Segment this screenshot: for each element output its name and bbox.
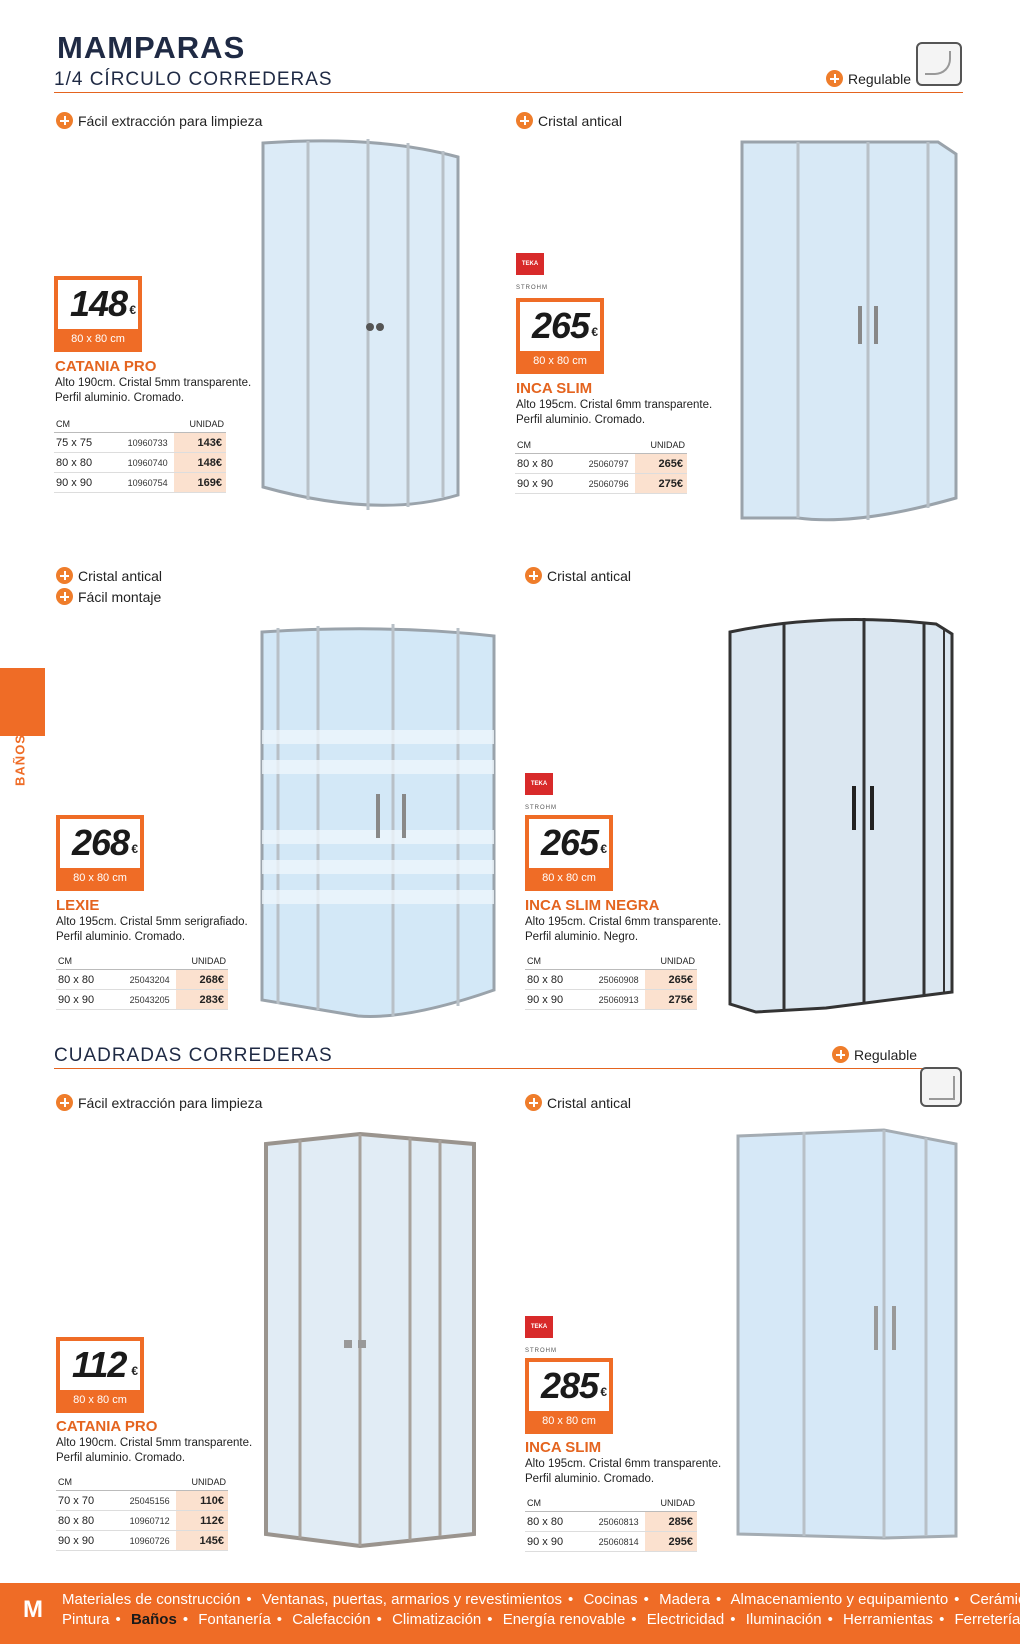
product-name: INCA SLIM NEGRA <box>525 897 660 914</box>
section-tab <box>0 668 45 736</box>
feature-item <box>56 588 162 605</box>
currency: € <box>591 325 598 339</box>
feature-text: Fácil extracción para limpieza <box>78 1094 263 1111</box>
table-row: 80 x 80 25060908 265€ <box>525 970 697 990</box>
table-row: 90 x 90 10960754 169€ <box>54 473 226 493</box>
desc-line: Perfil aluminio. Cromado. <box>516 414 646 426</box>
table-row: 80 x 80 25060813 285€ <box>525 1512 697 1532</box>
product-name: INCA SLIM <box>525 1439 602 1456</box>
feature-text: Cristal antical <box>547 567 632 584</box>
category-link[interactable]: Madera <box>659 1591 710 1608</box>
feature-list <box>525 1094 631 1111</box>
size-price-table <box>54 417 226 493</box>
table-row: 80 x 80 10960740 148€ <box>54 453 226 473</box>
feature-list <box>56 1094 262 1111</box>
product-name: LEXIE <box>56 897 100 914</box>
category-link[interactable]: Materiales de construcción <box>62 1591 241 1608</box>
product-description <box>56 915 256 945</box>
size-price-table <box>515 438 687 494</box>
feature-list <box>516 112 622 129</box>
table-row: 75 x 75 10960733 143€ <box>54 433 226 453</box>
plus-icon <box>525 1094 542 1111</box>
section-title-quarter-circle: 1/4 CÍRCULO CORREDERAS <box>54 69 333 90</box>
category-link[interactable]: Herramientas <box>843 1611 934 1628</box>
plus-icon <box>516 112 533 129</box>
category-link[interactable]: Calefacción <box>292 1611 371 1628</box>
price-value: 285 <box>541 1365 599 1406</box>
category-link[interactable]: Iluminación <box>745 1611 822 1628</box>
table-row: 90 x 90 25060796 275€ <box>515 474 687 494</box>
size-price-table <box>56 954 228 1010</box>
plus-icon <box>56 1094 73 1111</box>
desc-line: Alto 195cm. Cristal 5mm serigrafiado. <box>56 916 248 928</box>
plus-icon <box>525 567 542 584</box>
desc-line: Perfil aluminio. Cromado. <box>56 931 186 943</box>
feature-text: Fácil montaje <box>78 588 162 605</box>
price-size: 80 x 80 cm <box>542 872 596 884</box>
col-header-unit: UNIDAD <box>645 954 697 970</box>
product-name: CATANIA PRO <box>55 358 157 375</box>
price-value: 265 <box>541 822 599 863</box>
price-tag <box>516 298 604 374</box>
col-header-cm: CM <box>56 954 110 970</box>
category-link[interactable]: Ferretería <box>954 1611 1021 1628</box>
currency: € <box>131 842 138 856</box>
feature-list <box>525 567 631 584</box>
price-size: 80 x 80 cm <box>73 1394 127 1406</box>
plus-icon <box>56 567 73 584</box>
teka-logo: TEKA <box>525 773 553 795</box>
feature-item <box>525 1094 631 1111</box>
strohm-logo: STROHM <box>525 1348 557 1354</box>
page-title: MAMPARAS <box>57 30 246 65</box>
price-tag <box>525 815 613 891</box>
size-price-table <box>56 1475 228 1551</box>
desc-line: Perfil aluminio. Cromado. <box>525 1473 655 1485</box>
regulable-label: Regulable <box>848 70 912 87</box>
size-price-table <box>525 954 697 1010</box>
product-description <box>516 398 716 428</box>
category-link[interactable]: Almacenamiento y equipamiento <box>730 1591 949 1608</box>
footer-categories-line-1: Materiales de construcción • Ventanas, puertas, armarios y revestimientos • Cocinas • Madera • Almacenamiento y equipamiento • Cerámica <box>62 1591 1034 1608</box>
feature-list <box>56 567 162 605</box>
feature-text: Fácil extracción para limpieza <box>78 112 263 129</box>
brand-logo: M <box>23 1596 43 1623</box>
shower-enclosure-image <box>734 1126 960 1540</box>
table-row: 90 x 90 25060913 275€ <box>525 990 697 1010</box>
desc-line: Alto 195cm. Cristal 6mm transparente. <box>525 1458 722 1470</box>
price-value: 268 <box>72 822 130 863</box>
footer-categories-line-2: Pintura • Baños • Fontanería • Calefacción • Climatización • Energía renovable • Electricidad • Iluminación • Herramientas • Ferretería <box>62 1611 1021 1628</box>
feature-text: Cristal antical <box>538 112 623 129</box>
section2-divider <box>54 1068 959 1069</box>
table-row: 70 x 70 25045156 110€ <box>56 1491 228 1511</box>
feature-text: Cristal antical <box>78 567 163 584</box>
category-link[interactable]: Climatización <box>392 1611 482 1628</box>
product-description <box>56 1436 256 1466</box>
col-header-unit: UNIDAD <box>176 1475 228 1491</box>
col-header-cm: CM <box>525 954 579 970</box>
price-tag <box>525 1358 613 1434</box>
shower-enclosure-image <box>258 620 498 1020</box>
teka-logo: TEKA <box>525 1316 553 1338</box>
feature-list <box>56 112 262 129</box>
price-value: 148 <box>70 283 128 324</box>
plus-icon <box>56 588 73 605</box>
feature-item <box>516 112 622 129</box>
feature-item <box>56 112 262 129</box>
category-link[interactable]: Pintura <box>62 1611 110 1628</box>
category-link-current[interactable]: Baños <box>130 1611 177 1628</box>
teka-logo: TEKA <box>516 253 544 275</box>
price-value: 112 <box>72 1344 127 1385</box>
category-link[interactable]: Cerámica <box>969 1591 1034 1608</box>
size-price-table <box>525 1496 697 1552</box>
price-tag <box>54 276 142 352</box>
currency: € <box>131 1364 138 1378</box>
col-header-cm: CM <box>54 417 108 433</box>
table-row: 90 x 90 10960726 145€ <box>56 1531 228 1551</box>
col-header-cm: CM <box>56 1475 110 1491</box>
category-link[interactable]: Cocinas <box>583 1591 638 1608</box>
col-header-cm: CM <box>525 1496 579 1512</box>
section-title-square: CUADRADAS CORREDERAS <box>54 1045 333 1066</box>
price-size: 80 x 80 cm <box>73 872 127 884</box>
col-header-unit: UNIDAD <box>635 438 687 454</box>
plus-icon <box>826 70 843 87</box>
category-link[interactable]: Energía renovable <box>502 1611 626 1628</box>
price-value: 265 <box>532 305 590 346</box>
price-tag <box>56 1337 144 1413</box>
col-header-cm: CM <box>515 438 569 454</box>
price-tag <box>56 815 144 891</box>
feature-text: Cristal antical <box>547 1094 632 1111</box>
table-row: 90 x 90 25060814 295€ <box>525 1532 697 1552</box>
section-side-label: BAÑOS <box>12 734 28 786</box>
product-name: INCA SLIM <box>516 380 593 397</box>
desc-line: Alto 195cm. Cristal 6mm transparente. <box>516 399 713 411</box>
price-size: 80 x 80 cm <box>533 355 587 367</box>
desc-line: Perfil aluminio. Cromado. <box>55 392 185 404</box>
col-header-unit: UNIDAD <box>176 954 228 970</box>
feature-item <box>56 567 162 584</box>
shower-enclosure-image <box>726 612 954 1014</box>
price-size: 80 x 80 cm <box>542 1415 596 1427</box>
desc-line: Alto 195cm. Cristal 6mm transparente. <box>525 916 722 928</box>
product-description <box>55 376 255 406</box>
col-header-unit: UNIDAD <box>645 1496 697 1512</box>
shower-enclosure-image <box>260 1130 478 1550</box>
strohm-logo: STROHM <box>525 805 557 811</box>
category-link[interactable]: Ventanas, puertas, armarios y revestimientos <box>261 1591 562 1608</box>
desc-line: Alto 190cm. Cristal 5mm transparente. <box>55 377 252 389</box>
currency: € <box>600 842 607 856</box>
currency: € <box>600 1385 607 1399</box>
table-row: 80 x 80 25060797 265€ <box>515 454 687 474</box>
price-size: 80 x 80 cm <box>71 333 125 345</box>
product-name: CATANIA PRO <box>56 1418 158 1435</box>
category-link[interactable]: Fontanería <box>198 1611 271 1628</box>
currency: € <box>129 303 136 317</box>
feature-item <box>525 567 631 584</box>
plus-icon <box>832 1046 849 1063</box>
product-description <box>525 915 725 945</box>
desc-line: Alto 190cm. Cristal 5mm transparente. <box>56 1437 253 1449</box>
table-row: 90 x 90 25043205 283€ <box>56 990 228 1010</box>
category-link[interactable]: Electricidad <box>646 1611 725 1628</box>
regulable-label: Regulable <box>854 1046 918 1063</box>
feature-item <box>56 1094 262 1111</box>
desc-line: Perfil aluminio. Negro. <box>525 931 639 943</box>
desc-line: Perfil aluminio. Cromado. <box>56 1452 186 1464</box>
strohm-logo: STROHM <box>516 285 548 291</box>
plus-icon <box>56 112 73 129</box>
table-row: 80 x 80 25043204 268€ <box>56 970 228 990</box>
col-header-unit: UNIDAD <box>174 417 226 433</box>
shower-enclosure-image <box>738 134 958 522</box>
regulable-badge-2 <box>832 1046 917 1063</box>
table-row: 80 x 80 10960712 112€ <box>56 1511 228 1531</box>
square-shape-icon <box>920 1067 962 1107</box>
product-description <box>525 1457 725 1487</box>
header-divider <box>54 92 963 93</box>
quarter-circle-shape-icon <box>916 42 962 86</box>
regulable-badge <box>826 70 911 87</box>
shower-enclosure-image <box>258 135 463 521</box>
